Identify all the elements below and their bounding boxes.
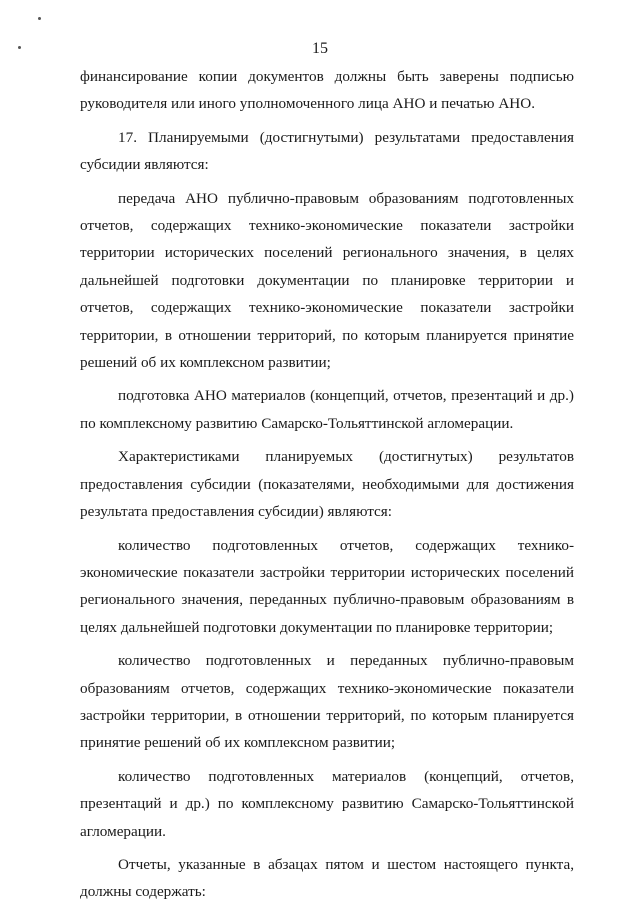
paragraph: финансирование копии документов должны быть заверены подписью руководителя или иного уполномоченного лица АНО и печатью АНО. — [80, 68, 574, 113]
paragraph: Отчеты, указанные в абзацах пятом и шестом настоящего пункта, должны содержать: — [80, 855, 574, 901]
paragraph: подготовка АНО материалов (концепций, отчетов, презентаций и др.) по комплексному развитию Самарско-Тольяттинской агломерации. — [80, 387, 574, 432]
paragraph: Характеристиками планируемых (достигнутых) результатов предоставления субсидии (показателями, необходимыми для достижения результата предоставления субсидии) являются: — [80, 448, 574, 521]
page-number: 15 — [312, 40, 328, 57]
paragraph: 17. Планируемыми (достигнутыми) результатами предоставления субсидии являются: — [80, 128, 574, 174]
document-body — [80, 63, 574, 906]
paragraph: количество подготовленных отчетов, содержащих технико-экономические показатели застройки территории исторических поселений регионального значения, переданных публично-правовым образованиям в целях дальнейшей подготовки документации по планировке территории; — [80, 536, 574, 636]
paragraph: количество подготовленных материалов (концепций, отчетов, презентаций и др.) по комплексному развитию Самарско-Тольяттинской агломерации. — [80, 767, 574, 840]
paragraph: передача АНО публично-правовым образованиям подготовленных отчетов, содержащих технико-экономические показатели застройки территории исторических поселений регионального значения, в целях дальнейшей подготовки документации по планировке территории и отчетов, содержащих технико-экономические показатели застройки территории, в отношении территорий, по которым планируется принятие решений об их комплексном развитии; — [80, 189, 574, 372]
scan-speck — [38, 17, 41, 20]
paragraph: количество подготовленных и переданных публично-правовым образованиям отчетов, содержащих технико-экономические показатели застройки территории, в отношении территорий, по которым планируется принятие решений об их комплексном развитии; — [80, 652, 574, 752]
